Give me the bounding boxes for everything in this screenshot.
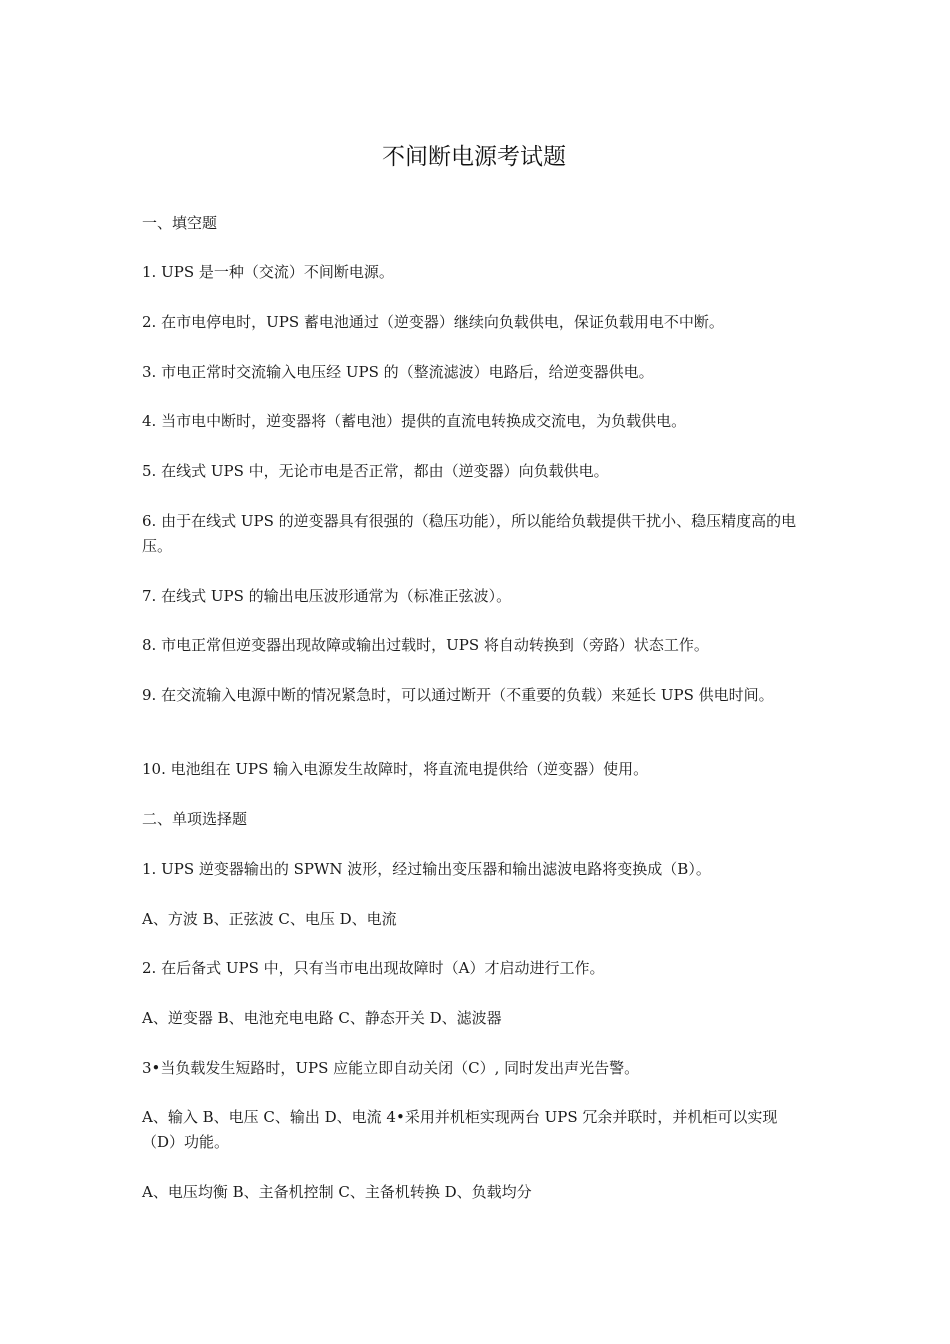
question-paragraph: 3. 市电正常时交流输入电压经 UPS 的（整流滤波）电路后，给逆变器供电。 <box>142 363 654 381</box>
question-paragraph: 6. 由于在线式 UPS 的逆变器具有很强的（稳压功能），所以能给负载提供干扰小、稳压精度高的电压。 <box>142 512 797 555</box>
section-heading-fill-in: 一、填空题 <box>142 214 218 232</box>
page-title: 不间断电源考试题 <box>382 144 566 170</box>
question-paragraph: 9. 在交流输入电源中断的情况紧急时，可以通过断开（不重要的负载）来延长 UPS 供电时间。 <box>142 686 774 704</box>
question-paragraph: 4. 当市电中断时，逆变器将（蓄电池）提供的直流电转换成交流电，为负载供电。 <box>142 412 687 430</box>
section-heading-single-choice: 二、单项选择题 <box>142 810 248 828</box>
question-paragraph: 2. 在后备式 UPS 中，只有当市电出现故障时（A）才启动进行工作。 <box>142 959 605 977</box>
answer-options: A、逆变器 B、电池充电电路 C、静态开关 D、滤波器 <box>142 1009 502 1027</box>
question-paragraph: 3•当负载发生短路时，UPS 应能立即自动关闭（C）, 同时发出声光告警。 <box>142 1059 640 1077</box>
question-paragraph: 1. UPS 是一种（交流）不间断电源。 <box>142 263 394 281</box>
question-paragraph: 8. 市电正常但逆变器出现故障或输出过载时，UPS 将自动转换到（旁路）状态工作。 <box>142 636 709 654</box>
answer-options: A、电压均衡 B、主备机控制 C、主备机转换 D、负载均分 <box>142 1183 532 1201</box>
question-paragraph: 2. 在市电停电时，UPS 蓄电池通过（逆变器）继续向负载供电，保证负载用电不中断。 <box>142 313 724 331</box>
answer-options: A、方波 B、正弦波 C、电压 D、电流 <box>142 910 397 928</box>
question-paragraph: 1. UPS 逆变器输出的 SPWN 波形，经过输出变压器和输出滤波电路将变换成（B）。 <box>142 860 711 878</box>
question-paragraph: 10. 电池组在 UPS 输入电源发生故障时，将直流电提供给（逆变器）使用。 <box>142 760 649 778</box>
question-paragraph: 7. 在线式 UPS 的输出电压波形通常为（标准正弦波）。 <box>142 587 512 605</box>
question-paragraph: 5. 在线式 UPS 中，无论市电是否正常，都由（逆变器）向负载供电。 <box>142 462 609 480</box>
answer-options: A、输入 B、电压 C、输出 D、电流 4•采用并机柜实现两台 UPS 冗余并联时，并机柜可以实现（D）功能。 <box>142 1108 778 1151</box>
